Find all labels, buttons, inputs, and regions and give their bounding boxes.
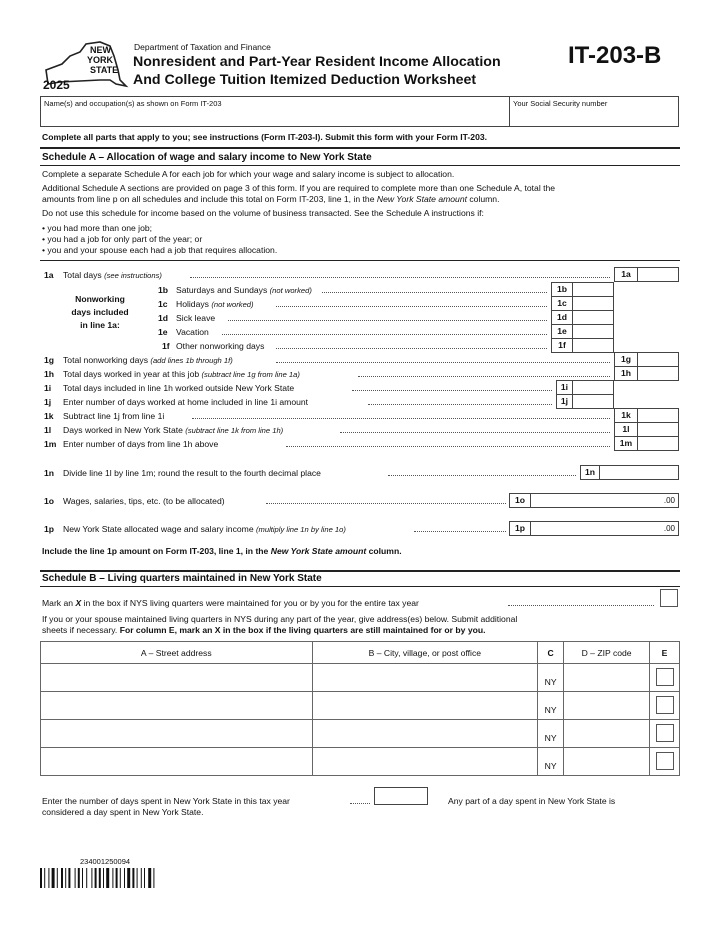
line-1f-input[interactable] xyxy=(572,338,614,353)
line-1j-input[interactable] xyxy=(572,394,614,409)
barcode-bar xyxy=(116,868,118,888)
barcode-bar xyxy=(86,868,87,888)
line-1l: 1l Days worked in New York State (subtract line 1k from line 1h) xyxy=(44,425,284,435)
line-1f-leader xyxy=(276,341,547,349)
barcode-bar xyxy=(40,868,42,888)
schedule-a-rule xyxy=(40,147,680,149)
street-address-input[interactable] xyxy=(41,720,313,748)
logo-new: NEW xyxy=(90,45,111,55)
line-1p-leader xyxy=(414,524,506,532)
barcode-bar xyxy=(44,868,45,888)
line-1d: 1d Sick leave xyxy=(158,313,216,323)
schedule-a-heading: Schedule A – Allocation of wage and salary income to New York State xyxy=(42,152,372,163)
line-1i: 1i Total days included in line 1h worked outside New York State xyxy=(44,383,295,393)
line-1b: 1b Saturdays and Sundays (not worked) xyxy=(158,285,312,295)
state-cell: NY xyxy=(538,720,564,748)
line-1m: 1m Enter number of days from line 1h above xyxy=(44,439,219,449)
schedule-b-mark-text: Mark an X in the box if NYS living quarters were maintained for you or by you for the entire tax year xyxy=(42,598,419,608)
line-1i-input[interactable] xyxy=(572,380,614,395)
table-row xyxy=(41,664,680,692)
line-1l-input[interactable] xyxy=(637,422,679,437)
zip-input[interactable] xyxy=(564,692,650,720)
city-input[interactable] xyxy=(312,692,538,720)
line-1d-leader xyxy=(228,313,547,321)
nonworking-label: Nonworking days included in line 1a: xyxy=(71,294,129,330)
schedule-b-heading-rule xyxy=(40,586,680,587)
table-row xyxy=(41,720,680,748)
days-note-line1: Any part of a day spent in New York State is xyxy=(448,796,616,806)
state-cell: NY xyxy=(538,664,564,692)
state-cell: NY xyxy=(538,748,564,776)
entire-year-checkbox[interactable] xyxy=(660,589,678,607)
ssn-field[interactable] xyxy=(509,96,679,127)
line-1k-leader xyxy=(192,411,610,419)
barcode-bar xyxy=(75,868,76,888)
line-1o: 1o Wages, salaries, tips, etc. (to be allocated) xyxy=(44,496,225,506)
days-spent-label: Enter the number of days spent in New York State in this tax year xyxy=(42,796,290,806)
line-1c-leader xyxy=(276,299,547,307)
line-1d-label-box: 1d xyxy=(551,310,573,325)
line-1p: 1p New York State allocated wage and salary income (multiply line 1n by line 1o) xyxy=(44,524,346,534)
barcode-bar xyxy=(153,868,154,888)
barcode-bar xyxy=(127,868,130,888)
line-1e: 1e Vacation xyxy=(158,327,209,337)
barcode-bar xyxy=(99,868,101,888)
line-1o-label-box: 1o xyxy=(509,493,531,508)
logo-state: STATE xyxy=(90,65,119,75)
line-1e-label-box: 1e xyxy=(551,324,573,339)
line-1b-input[interactable] xyxy=(572,282,614,297)
schedule-a-p1: Complete a separate Schedule A for each job for which your wage and salary income is subject to allocation. xyxy=(42,169,455,179)
barcode-icon xyxy=(40,868,182,888)
col-b-header: B – City, village, or post office xyxy=(312,642,538,664)
table-row xyxy=(41,748,680,776)
barcode-bar xyxy=(91,868,92,888)
schedule-b-p2-line2: sheets if necessary. For column E, mark an X in the box if the living quarters are still maintained for or by you. xyxy=(42,625,486,635)
barcode-bar xyxy=(57,868,58,888)
logo-york: YORK xyxy=(87,55,114,65)
ssn-field-label: Your Social Security number xyxy=(513,99,608,108)
still-maintained-checkbox[interactable] xyxy=(656,752,674,770)
line-1p-label-box: 1p xyxy=(509,521,531,536)
schedule-a-lines-rule xyxy=(40,260,680,261)
department-name: Department of Taxation and Finance xyxy=(134,42,271,52)
line-1f-label-box: 1f xyxy=(551,338,573,353)
nys-logo xyxy=(40,40,132,92)
barcode-bar xyxy=(78,868,80,888)
city-input[interactable] xyxy=(312,748,538,776)
schedule-a-heading-rule xyxy=(40,165,680,166)
schedule-b-p2-line1: If you or your spouse maintained living quarters in NYS during any part of the year, give address(es) below. Submit additional xyxy=(42,614,518,624)
days-spent-leader xyxy=(350,796,370,804)
barcode-bar xyxy=(82,868,83,888)
line-1g: 1g Total nonworking days (add lines 1b through 1f) xyxy=(44,355,233,365)
bullet-1: • you had more than one job; xyxy=(42,223,153,233)
line-1c: 1c Holidays (not worked) xyxy=(158,299,254,309)
line-1e-input[interactable] xyxy=(572,324,614,339)
city-input[interactable] xyxy=(312,664,538,692)
schedule-a-p2-line2: amounts from line p on all schedules and include this total on Form IT-203, line 1, in the New York State amount column. xyxy=(42,194,500,204)
street-address-input[interactable] xyxy=(41,692,313,720)
schedule-b-rule xyxy=(40,570,680,572)
zip-input[interactable] xyxy=(564,664,650,692)
street-address-input[interactable] xyxy=(41,748,313,776)
col-a-header: A – Street address xyxy=(41,642,313,664)
line-1b-leader xyxy=(322,285,547,293)
line-1c-label-box: 1c xyxy=(551,296,573,311)
barcode-bar xyxy=(103,868,104,888)
form-title-line1: Nonresident and Part-Year Resident Income Allocation xyxy=(133,54,501,70)
line-1n-label-box: 1n xyxy=(580,465,600,480)
barcode-bar xyxy=(48,868,49,888)
still-maintained-cell xyxy=(650,720,680,748)
line-1g-input[interactable] xyxy=(637,352,679,367)
line-1i-leader xyxy=(352,383,552,391)
line-1f: 1f Other nonworking days xyxy=(162,341,265,351)
barcode-bar xyxy=(148,868,151,888)
still-maintained-cell xyxy=(650,692,680,720)
line-1j-leader xyxy=(368,397,552,405)
line-1h: 1h Total days worked in year at this job (subtract line 1g from line 1a) xyxy=(44,369,300,379)
col-e-header: E xyxy=(650,642,680,664)
name-field-label: Name(s) and occupation(s) as shown on Form IT-203 xyxy=(44,99,222,108)
line-1k: 1k Subtract line 1j from line 1i xyxy=(44,411,165,421)
line-1a-input[interactable] xyxy=(637,267,679,282)
barcode-bar xyxy=(132,868,134,888)
barcode-bar xyxy=(120,868,121,888)
name-field[interactable] xyxy=(40,96,510,127)
line-1m-input[interactable] xyxy=(637,436,679,451)
schedule-b-mark-leader xyxy=(508,598,654,606)
line-1g-label-box: 1g xyxy=(614,352,638,367)
state-cell: NY xyxy=(538,692,564,720)
schedule-a-p2-line1: Additional Schedule A sections are provided on page 3 of this form. If you are required to complete more than one Schedule A, total the xyxy=(42,183,556,193)
line-1m-label-box: 1m xyxy=(614,436,638,451)
line-1p-input[interactable]: .00 xyxy=(530,521,679,536)
bullet-2: • you had a job for only part of the year; or xyxy=(42,234,203,244)
line-1a-label-box: 1a xyxy=(614,267,638,282)
still-maintained-cell xyxy=(650,664,680,692)
schedule-b-heading: Schedule B – Living quarters maintained in New York State xyxy=(42,573,322,584)
living-quarters-table xyxy=(40,641,680,776)
zip-input[interactable] xyxy=(564,748,650,776)
line-1l-leader xyxy=(340,425,610,433)
line-1n: 1n Divide line 1l by line 1m; round the result to the fourth decimal place xyxy=(44,468,321,478)
days-note-line2: considered a day spent in New York State. xyxy=(42,807,204,817)
line-1n-leader xyxy=(388,468,576,476)
main-instructions: Complete all parts that apply to you; see instructions (Form IT-203-I). Submit this form with your Form IT-203. xyxy=(42,132,488,142)
barcode-bar xyxy=(112,868,113,888)
barcode-bar xyxy=(61,868,63,888)
line-1k-label-box: 1k xyxy=(614,408,638,423)
line-1o-input[interactable]: .00 xyxy=(530,493,679,508)
line-1e-leader xyxy=(222,327,547,335)
barcode-number: 234001250094 xyxy=(80,857,131,866)
line-1o-leader xyxy=(266,496,506,504)
form-title-line2: And College Tuition Itemized Deduction Worksheet xyxy=(133,72,477,88)
form-id: IT-203-B xyxy=(568,42,662,69)
barcode-bar xyxy=(141,868,142,888)
barcode-bar xyxy=(137,868,138,888)
days-spent-input[interactable] xyxy=(374,787,428,805)
barcode-bar xyxy=(68,868,70,888)
line-1c-input[interactable] xyxy=(572,296,614,311)
bullet-3: • you and your spouse each had a job that requires allocation. xyxy=(42,245,278,255)
barcode-bar xyxy=(95,868,97,888)
line-1b-label-box: 1b xyxy=(551,282,573,297)
table-row xyxy=(41,692,680,720)
still-maintained-checkbox[interactable] xyxy=(656,668,674,686)
col-c-header: C xyxy=(538,642,564,664)
city-input[interactable] xyxy=(312,720,538,748)
line-1g-leader xyxy=(276,355,610,363)
line-1a: 1a Total days (see instructions) xyxy=(44,270,162,280)
zip-input[interactable] xyxy=(564,720,650,748)
barcode-bar xyxy=(52,868,55,888)
line-1d-input[interactable] xyxy=(572,310,614,325)
include-line-1p-note: Include the line 1p amount on Form IT-203, line 1, in the New York State amount column. xyxy=(42,546,402,556)
barcode-bar xyxy=(144,868,145,888)
line-1h-input[interactable] xyxy=(637,366,679,381)
line-1h-leader xyxy=(358,369,610,377)
line-1i-label-box: 1i xyxy=(556,380,573,395)
line-1j-label-box: 1j xyxy=(556,394,573,409)
tax-year: 2025 xyxy=(43,78,70,92)
line-1a-leader xyxy=(190,270,610,278)
still-maintained-cell xyxy=(650,748,680,776)
line-1m-leader xyxy=(286,439,610,447)
still-maintained-checkbox[interactable] xyxy=(656,724,674,742)
col-d-header: D – ZIP code xyxy=(564,642,650,664)
street-address-input[interactable] xyxy=(41,664,313,692)
still-maintained-checkbox[interactable] xyxy=(656,696,674,714)
table-header-row xyxy=(41,642,680,664)
line-1n-input[interactable] xyxy=(599,465,679,480)
schedule-a-p3: Do not use this schedule for income based on the volume of business transacted. See the Schedule A instructions if: xyxy=(42,208,484,218)
barcode-bar xyxy=(106,868,109,888)
barcode-bar xyxy=(65,868,66,888)
line-1k-input[interactable] xyxy=(637,408,679,423)
barcode-bar xyxy=(124,868,125,888)
line-1l-label-box: 1l xyxy=(614,422,638,437)
line-1j: 1j Enter number of days worked at home included in line 1i amount xyxy=(44,397,309,407)
line-1h-label-box: 1h xyxy=(614,366,638,381)
